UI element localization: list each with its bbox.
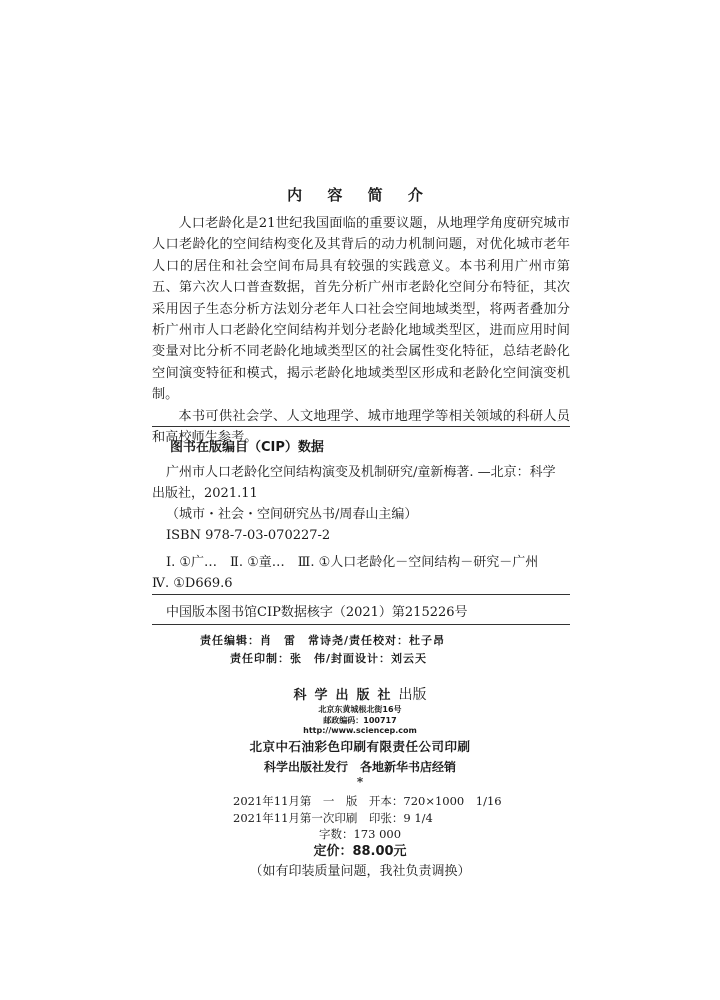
cip-line: 广州市人口老龄化空间结构演变及机制研究/童新梅著. —北京：科学 <box>166 465 556 480</box>
publisher-logo-text: 科学出版社 <box>293 688 399 703</box>
summary-paragraph: 本书可供社会学、人文地理学、城市地理学等相关领域的科研人员和高校师生参考。 <box>152 408 570 446</box>
cip-line: Ⅰ. ①广… Ⅱ. ①童… Ⅲ. ①人口老龄化－空间结构－研究－广州 <box>166 555 539 570</box>
publisher-suffix: 出版 <box>398 687 427 703</box>
website: http://www.sciencep.com <box>303 726 417 735</box>
price: 定价：88.00元 <box>313 844 407 859</box>
printing-sheets: 2021年11月第一次印刷 印张：9 1/4 <box>233 811 433 825</box>
cip-line: 出版社，2021.11 <box>152 486 258 501</box>
summary-paragraph: 人口老龄化是21世纪我国面临的重要议题，从地理学角度研究城市人口老龄化的空间结构变化及其背后的动力机制问题，对优化城市老年人口的居住和社会空间布局具有较强的实践意义。本书利用广州市第五、第六次人口普查数据，首先分析广州市老龄化空间分布特征，其次采用因子生态分析方法划分老年人口社会空间地域类型，将两者叠加分析广州市人口老龄化空间结构并划分老龄化地域类型区，进而应用时间变量对比分析不同老龄化地域类型区的社会属性变化特征，总结老龄化空间演变特征和模式，揭示老龄化地域类型区形成和老龄化空间演变机制。 <box>152 216 570 403</box>
distribution: 科学出版社发行 各地新华书店经销 <box>263 760 456 774</box>
production-credits: 责任印制：张 伟/封面设计：刘云天 <box>230 652 428 665</box>
top-divider <box>152 426 570 427</box>
separator-star: * <box>356 775 364 789</box>
cip-heading: 图书在版编目（CIP）数据 <box>170 440 324 455</box>
postcode: 邮政编码：100717 <box>323 716 397 725</box>
edition-format: 2021年11月第 一 版 开本：720×1000 1/16 <box>233 794 502 808</box>
publisher-line <box>0 684 720 704</box>
cip-line: （城市・社会・空间研究丛书/周春山主编） <box>166 507 418 522</box>
publisher-address: 北京东黄城根北街16号 <box>318 705 402 714</box>
cip-line: ISBN 978-7-03-070227-2 <box>166 528 331 543</box>
cip-divider <box>152 594 570 595</box>
cip-data <box>152 462 570 594</box>
cip-record-number: 中国版本图书馆CIP数据核字（2021）第215226号 <box>166 605 468 620</box>
quality-notice: （如有印装质量问题，我社负责调换） <box>249 864 471 879</box>
editor-credits: 责任编辑：肖 雷 常诗尧/责任校对：杜子昂 <box>200 634 446 647</box>
bottom-divider <box>152 624 570 625</box>
word-count: 字数：173 000 <box>318 827 402 841</box>
printer: 北京中石油彩色印刷有限责任公司印刷 <box>249 739 471 754</box>
cip-line: Ⅳ. ①D669.6 <box>152 576 233 591</box>
summary-title: 内 容 简 介 <box>287 186 433 204</box>
summary-text <box>152 213 570 448</box>
